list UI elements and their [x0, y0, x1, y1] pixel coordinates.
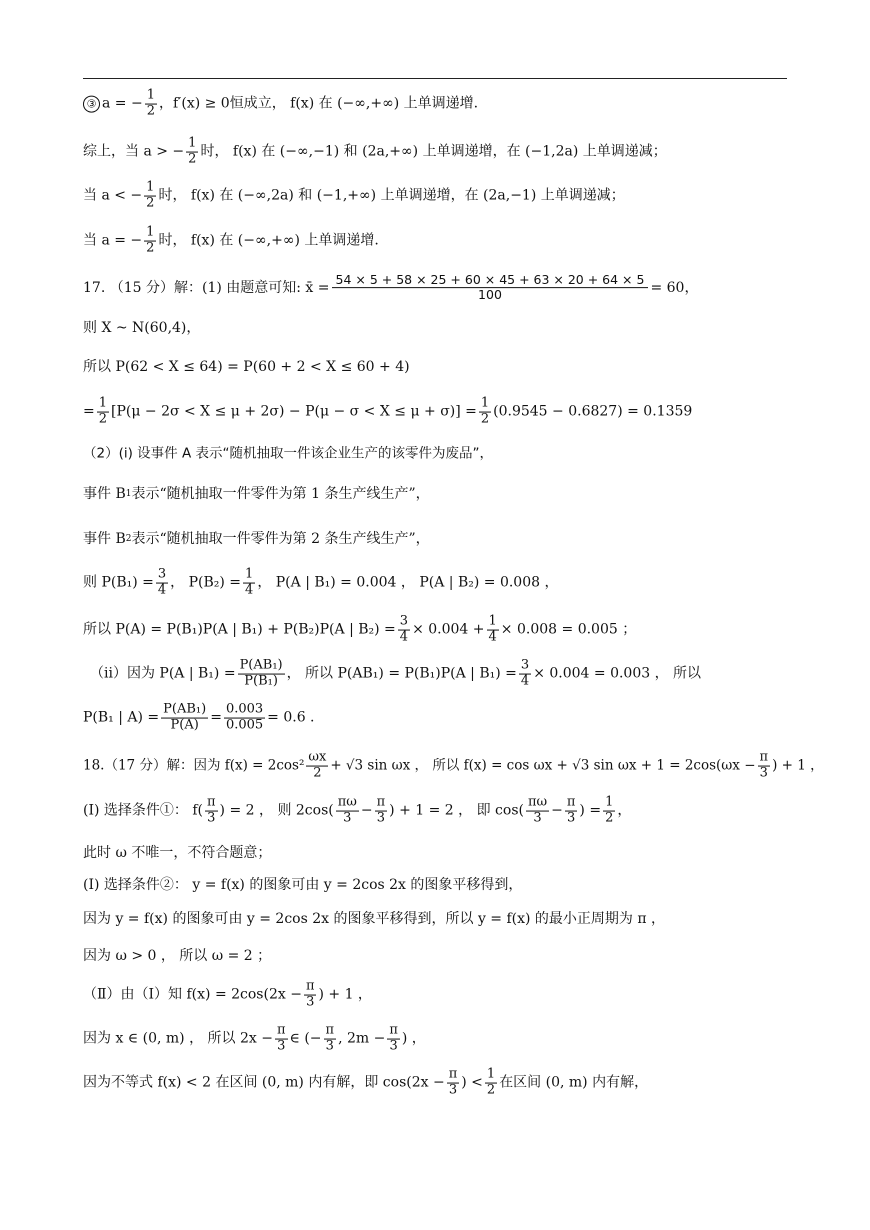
case3-line [83, 89, 793, 120]
text: = 60， [650, 280, 699, 296]
q18-line-3: 此时 ω 不唯一，不符合题意； [83, 845, 272, 861]
fraction: $\frac{\pi}{3}$ [376, 794, 386, 826]
text: 因为不等式 f(x) < 2 在区间 (0, m) 内有解，即 cos(2x − [83, 1075, 445, 1091]
mean-fraction: $\frac{54 \times 5 + 58 \times 25 + 60 \times 45 + 63 \times 20 + 64 \times 5}{100}$ [332, 273, 649, 303]
fraction: $\frac{1}{4}$ [245, 566, 254, 598]
text: + √3 sin ωx ， 所以 f(x) = cos ωx + √3 sin ωx + 1 = 2cos(ωx − [330, 757, 756, 774]
q17-line-5: （2）(i) 设事件 A 表示“随机抽取一件该企业生产的该零件为废品”， [83, 445, 493, 462]
q17-line-10 [90, 659, 800, 690]
text: P(B₁ | A) = [83, 710, 160, 726]
text: ) = [579, 803, 602, 819]
subscript: 1 [125, 488, 132, 499]
fraction: $\frac{1}{2}$ [146, 87, 155, 119]
fraction: $\frac{\pi}{3}$ [276, 1022, 286, 1054]
text: (0.9545 − 0.6827) = 0.1359 [493, 404, 693, 420]
q18-line-1 [83, 749, 824, 782]
fraction: $\frac{\pi}{3}$ [566, 794, 576, 826]
text: 时， f(x) 在 (−∞,2a) 和 (−1,+∞) 上单调递增，在 (2a,−1) 上单调递减； [158, 188, 625, 204]
question-heading: 17. （15 分）解：(1) 由题意可知: x̄ = [83, 280, 330, 296]
fraction: $\frac{3}{4}$ [157, 566, 167, 598]
text: 时， f(x) 在 (−∞,+∞) 上单调递增. [158, 233, 379, 249]
text: − [360, 803, 373, 819]
text: 事件 B [83, 486, 126, 502]
q17-line-6 [83, 487, 793, 501]
q18-line-5: 因为 y = f(x) 的图象可由 y = 2cos 2x 的图象平移得到，所以 y = f(x) 的最小正周期为 π ， [83, 911, 666, 927]
text: （Ⅱ）由（Ⅰ）知 f(x) = 2cos(2x − [83, 987, 302, 1003]
text: 当 a = − [83, 233, 143, 249]
fraction: $\frac{\pi}{3}$ [389, 1022, 398, 1054]
fraction: $\frac{\pi}{3}$ [305, 978, 315, 1010]
text: [P(μ − 2σ < X ≤ μ + 2σ) − P(μ − σ < X ≤ μ + σ)] = [111, 404, 477, 420]
q18-line-8 [83, 1024, 793, 1055]
q18-line-2 [83, 796, 793, 827]
fraction: πω 3 [337, 794, 357, 826]
text: ，f′(x) ≥ 0恒成立， f(x) 在 (−∞,+∞) 上单调递增. [159, 96, 479, 112]
text: (I) 选择条件①： f( [83, 803, 203, 819]
fraction: $\frac{\pi}{3}$ [759, 749, 769, 781]
text: 所以 P(A) = P(B₁)P(A | B₁) + P(B₂)P(A | B₂) = [83, 622, 396, 638]
text: = 0.6 . [267, 710, 315, 726]
fraction: ωx 2 [308, 749, 327, 781]
fraction: $\frac{\text{P(AB₁)}}{\text{P(B₁)}}$ [239, 657, 283, 689]
text: 表示“随机抽取一件零件为第 1 条生产线生产”， [131, 486, 430, 502]
fraction: $\frac{1}{2}$ [480, 395, 490, 427]
text: 表示“随机抽取一件零件为第 2 条生产线生产”， [131, 531, 430, 547]
text: 因为 x ∈ (0, m) ， 所以 2x − [83, 1031, 273, 1047]
text: ) = 2 ， 则 2cos( [219, 803, 334, 819]
text: ) + 1 ， [772, 757, 824, 774]
fraction: π 3 [207, 794, 216, 826]
fraction: $\frac{0.003}{0.005}$ [225, 701, 264, 733]
text: 事件 B [83, 531, 126, 547]
text: 时， f(x) 在 (−∞,−1) 和 (2a,+∞) 上单调递增，在 (−1,2a) 上单调递减； [200, 144, 667, 160]
fraction: $\frac{1}{2}$ [188, 135, 197, 167]
text: × 0.004 = 0.003 ， 所以 [533, 666, 702, 682]
fraction: 1 2 [486, 1066, 496, 1098]
subscript: 2 [125, 533, 132, 544]
fraction: $\frac{\text{P(AB₁)}}{P(A)}$ [163, 701, 207, 733]
text: 当 a < − [83, 188, 143, 204]
text: 综上，当 a > − [83, 144, 185, 160]
text: ) + 1 ， [318, 987, 372, 1003]
text: a = − [102, 96, 143, 112]
q17-line-9 [83, 615, 793, 646]
fraction: $\frac{\pi}{3}$ [325, 1022, 335, 1054]
text: = [83, 404, 95, 420]
q17-line-1 [83, 273, 793, 303]
text: , 2m − [338, 1031, 386, 1047]
text: ， P(A | B₁) = 0.004 ， P(A | B₂) = 0.008 ， [257, 575, 559, 591]
q17-line-2: 则 X ~ N(60,4)， [83, 320, 201, 336]
fraction: $\frac{1}{2}$ [146, 224, 155, 256]
text: （ii）因为 P(A | B₁) = [90, 666, 236, 682]
summary-line-3 [83, 226, 793, 257]
text: = [210, 710, 222, 726]
fraction: $\frac{\pi}{3}$ [448, 1066, 458, 1098]
fraction: $\frac{1}{2}$ [605, 794, 614, 826]
q17-line-11 [83, 703, 793, 734]
fraction: πω 3 [527, 794, 548, 826]
circled-number: ③ [83, 96, 100, 113]
text: ， P(B₂) = [170, 575, 242, 591]
question-heading: 18.（17 分）解：因为 f(x) = 2cos² [83, 757, 305, 774]
fraction: $\frac{3}{4}$ [399, 613, 409, 645]
q17-line-8 [83, 568, 793, 599]
q17-line-7 [83, 532, 793, 546]
q18-line-6: 因为 ω > 0 ， 所以 ω = 2 ； [83, 948, 272, 964]
text: 则 P(B₁) = [83, 575, 154, 591]
text: ) + 1 = 2 ， 即 cos( [389, 803, 524, 819]
summary-line-2 [83, 181, 793, 212]
text: × 0.008 = 0.005 ； [500, 622, 637, 638]
fraction: $\frac{3}{4}$ [520, 657, 530, 689]
text: 在区间 (0, m) 内有解， [499, 1075, 649, 1091]
fraction: $\frac{1}{2}$ [98, 395, 108, 427]
text: ) < [461, 1075, 483, 1091]
summary-line-1 [83, 137, 793, 168]
q18-line-7 [83, 980, 793, 1011]
q17-line-3: 所以 P(62 < X ≤ 64) = P(60 + 2 < X ≤ 60 + 4) [83, 359, 410, 375]
text: ) ， [401, 1031, 426, 1047]
fraction: $\frac{1}{4}$ [488, 613, 497, 645]
text: ∈ (− [289, 1031, 322, 1047]
q18-line-9 [83, 1068, 793, 1099]
text: − [551, 803, 563, 819]
header-rule [83, 78, 787, 79]
q17-line-4 [83, 397, 793, 428]
text: ， [617, 803, 632, 819]
text: ， 所以 P(AB₁) = P(B₁)P(A | B₁) = [286, 666, 517, 682]
fraction: $\frac{1}{2}$ [146, 179, 155, 211]
q18-line-4: (I) 选择条件②： y = f(x) 的图象可由 y = 2cos 2x 的图象平移得到， [83, 877, 523, 893]
text: × 0.004 + [412, 622, 485, 638]
